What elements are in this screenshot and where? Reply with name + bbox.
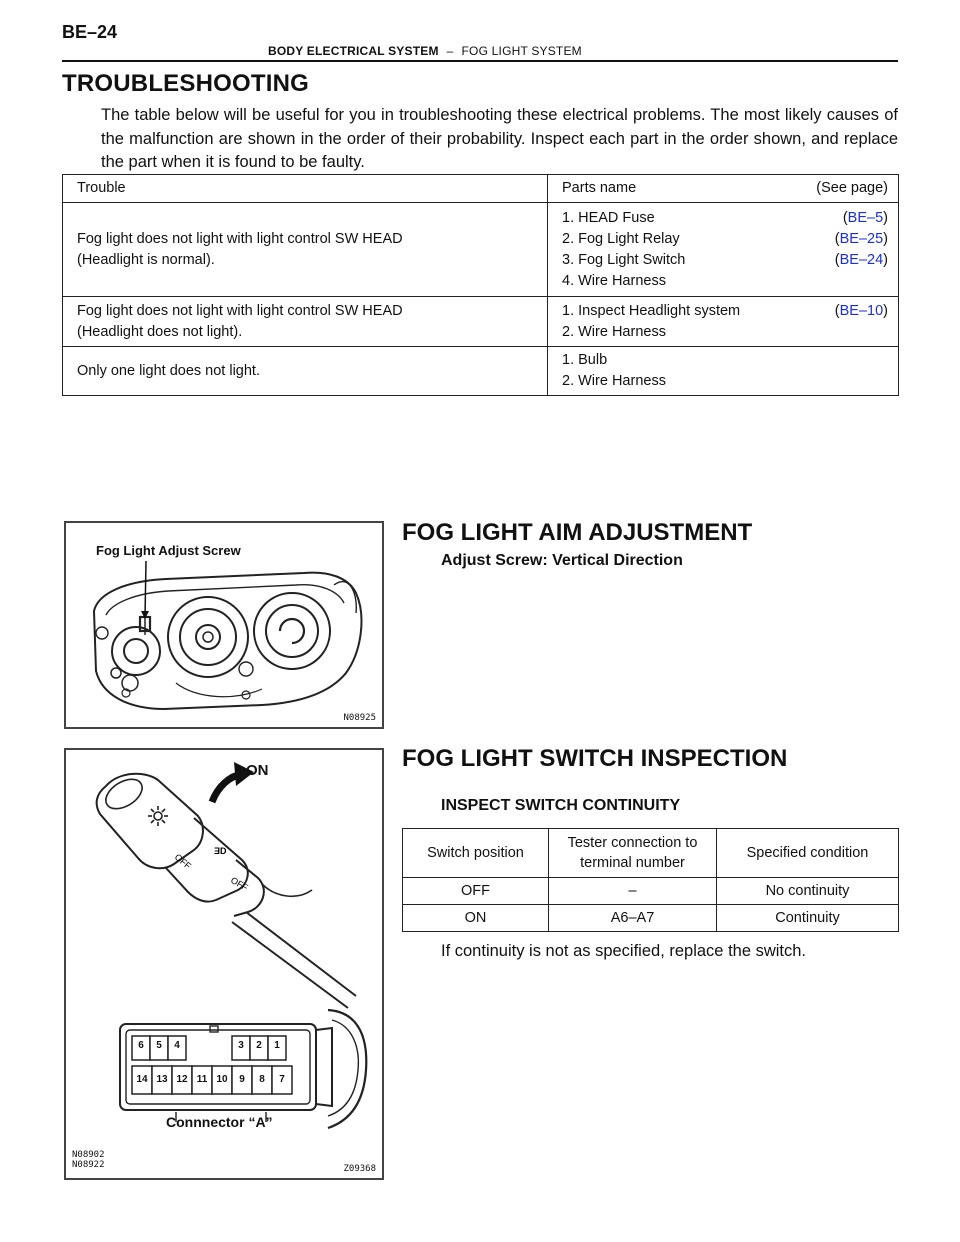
table-header-row	[403, 829, 899, 878]
header-trouble: Trouble	[63, 175, 548, 203]
part-item	[562, 322, 888, 343]
part-item	[562, 229, 888, 250]
table-row	[63, 347, 899, 396]
pin-label: 13	[156, 1074, 168, 1085]
switch-figure	[64, 748, 384, 1180]
pin-label: 4	[174, 1040, 180, 1051]
header-see-page: (See page)	[816, 180, 888, 196]
table-row	[63, 297, 899, 347]
troubleshooting-title: TROUBLESHOOTING	[62, 70, 309, 97]
page-link[interactable]: BE–24	[839, 251, 884, 268]
part-name: 1. HEAD Fuse	[562, 209, 655, 226]
part-item	[562, 250, 888, 271]
part-name: 4. Wire Harness	[562, 272, 666, 289]
page-link[interactable]: BE–25	[839, 230, 884, 247]
headlight-figure	[64, 521, 384, 729]
connector-top-pins-left	[132, 1040, 186, 1051]
parts-cell	[548, 347, 899, 396]
adjust-screw-label: Fog Light Adjust Screw	[96, 543, 241, 558]
running-header	[268, 44, 582, 58]
switch-inspection-title: FOG LIGHT SWITCH INSPECTION	[402, 745, 788, 772]
part-item	[562, 208, 888, 229]
trouble-text: Fog light does not light with light control SW HEAD	[77, 230, 403, 247]
part-name: 1. Bulb	[562, 352, 608, 368]
page-ref: (BE–5)	[842, 209, 888, 226]
trouble-text: Only one light does not light.	[77, 362, 260, 379]
subsection-name: FOG LIGHT SYSTEM	[461, 44, 582, 58]
header-separator: –	[446, 44, 454, 58]
cell-specified-condition: Continuity	[717, 905, 899, 932]
pin-label: 10	[216, 1074, 228, 1085]
pin-label: 12	[176, 1074, 188, 1085]
pin-label: 8	[259, 1074, 265, 1085]
svg-text:OFF: OFF	[229, 875, 250, 893]
aim-adjustment-title: FOG LIGHT AIM ADJUSTMENT	[402, 519, 753, 546]
aim-adjustment-subtitle: Adjust Screw: Vertical Direction	[441, 552, 683, 569]
table-row	[63, 203, 899, 297]
parts-cell	[548, 297, 899, 347]
figure-code: N08922	[72, 1160, 105, 1170]
connector-label: Connnector “A”	[166, 1114, 273, 1130]
pin-label: 9	[239, 1074, 245, 1085]
section-name: BODY ELECTRICAL SYSTEM	[268, 44, 439, 58]
switch-continuity-table	[402, 828, 899, 932]
page-link[interactable]: BE–5	[847, 209, 884, 226]
part-item	[562, 271, 888, 292]
part-item	[562, 301, 888, 322]
fog-light-symbol-icon	[148, 806, 168, 826]
figure-code: N08925	[343, 713, 376, 723]
cell-tester-connection: –	[549, 878, 717, 905]
cell-specified-condition: No continuity	[717, 878, 899, 905]
trouble-cell	[63, 203, 548, 297]
pin-label: 7	[279, 1074, 285, 1085]
table-row	[403, 905, 899, 932]
page-link[interactable]: BE–10	[839, 302, 884, 319]
replace-note: If continuity is not as specified, replace the switch.	[441, 942, 807, 960]
troubleshooting-intro: The table below will be useful for you in troubleshooting these electrical problems. The most likely causes of the malfunction are shown in the order of their probability. Inspect each part in the order shown, and replace the part when it is found to be faulty.	[101, 106, 898, 171]
on-label: ON	[246, 762, 269, 779]
trouble-cell	[63, 347, 548, 396]
leader-line	[145, 561, 146, 617]
figure-code: N08902	[72, 1150, 105, 1160]
header-tester-connection: Tester connection to terminal number	[549, 829, 717, 878]
figure-codes	[72, 1150, 105, 1170]
svg-text:ƎD: ƎD	[214, 846, 227, 856]
pin-label: 11	[196, 1074, 208, 1085]
pin-label: 2	[256, 1040, 262, 1051]
part-name: 2. Fog Light Relay	[562, 230, 680, 247]
cell-switch-position: OFF	[403, 878, 549, 905]
switch-inspection-subtitle: INSPECT SWITCH CONTINUITY	[441, 797, 681, 814]
trouble-text: Fog light does not light with light control SW HEAD	[77, 302, 403, 319]
connector-bottom-pins	[132, 1074, 292, 1085]
parts-cell	[548, 203, 899, 297]
figure-code: Z09368	[343, 1164, 376, 1174]
table-header-row	[63, 175, 899, 203]
part-item	[562, 350, 888, 371]
table-row	[403, 878, 899, 905]
part-name: 1. Inspect Headlight system	[562, 302, 741, 319]
page-ref: (BE–10)	[834, 302, 888, 319]
pin-label: 1	[274, 1040, 280, 1051]
pin-label: 3	[238, 1040, 244, 1051]
part-name: 2. Wire Harness	[562, 323, 666, 340]
svg-text:OFF: OFF	[172, 851, 193, 872]
page-number: BE–24	[62, 22, 118, 42]
part-name: 3. Fog Light Switch	[562, 251, 686, 268]
header-rule	[62, 60, 898, 62]
cell-switch-position: ON	[403, 905, 549, 932]
trouble-cell	[63, 297, 548, 347]
cell-tester-connection: A6–A7	[549, 905, 717, 932]
trouble-text: (Headlight does not light).	[77, 323, 243, 340]
part-item	[562, 371, 888, 392]
header-parts	[548, 175, 899, 203]
header-parts-name: Parts name	[562, 180, 637, 196]
part-name: 2. Wire Harness	[562, 373, 666, 389]
header-specified-condition: Specified condition	[717, 829, 899, 878]
header-switch-position: Switch position	[403, 829, 549, 878]
page-ref: (BE–25)	[834, 230, 888, 247]
pin-label: 5	[156, 1040, 162, 1051]
trouble-text: (Headlight is normal).	[77, 251, 215, 268]
pin-label: 14	[136, 1074, 148, 1085]
troubleshooting-table	[62, 174, 899, 396]
page-ref: (BE–24)	[834, 251, 888, 268]
pin-label: 6	[138, 1040, 144, 1051]
connector-top-pins-right	[232, 1040, 286, 1051]
